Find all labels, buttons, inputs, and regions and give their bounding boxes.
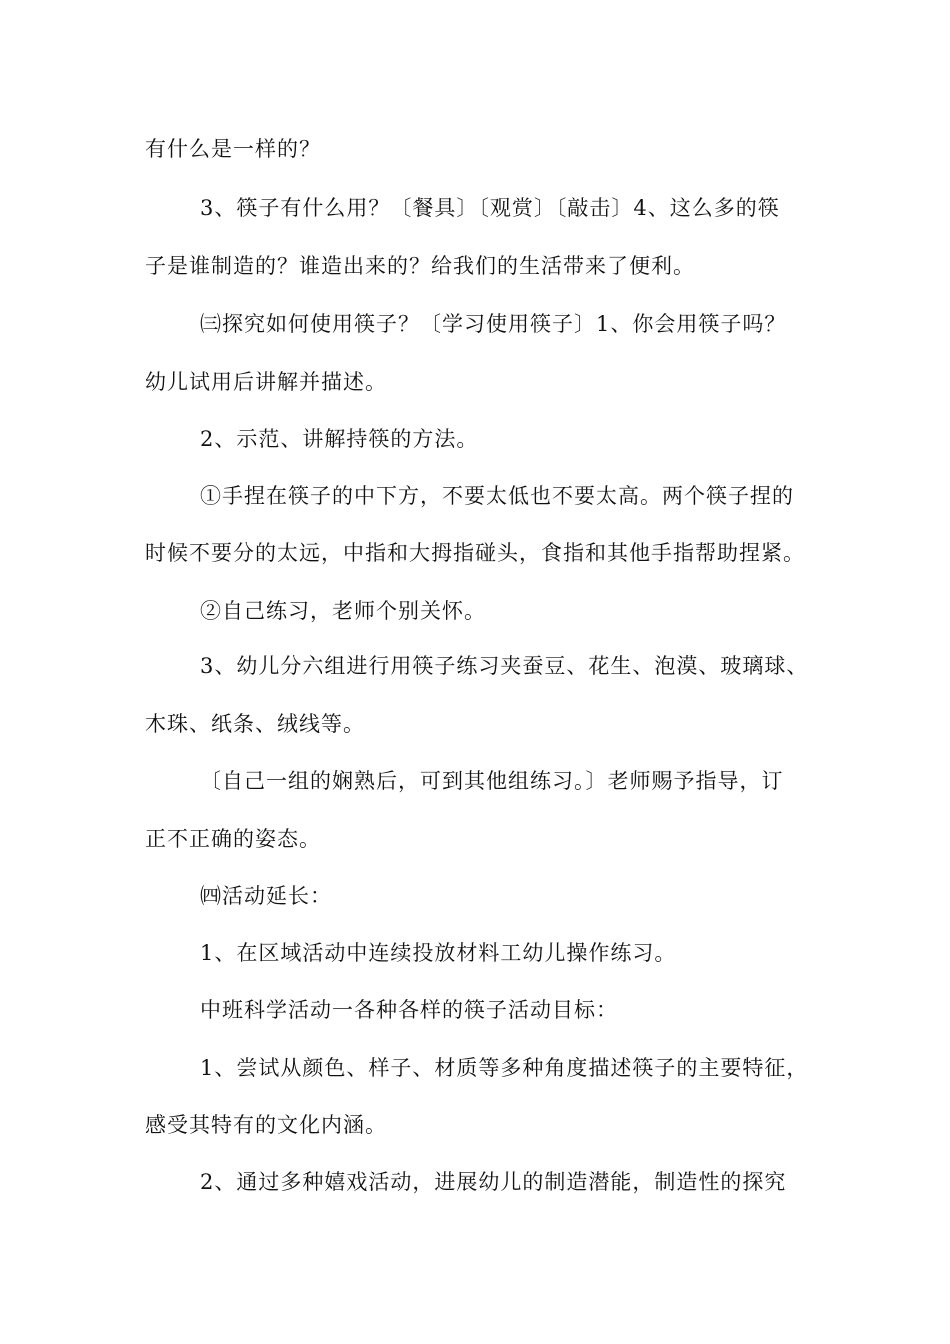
text-line: 1、在区域活动中连续投放材料工幼儿操作练习。: [200, 941, 677, 965]
text-line: ②自己练习，老师个别关怀。: [200, 599, 486, 623]
text-line: 正不正确的姿态。: [145, 827, 321, 851]
text-line: 2、示范、讲解持筷的方法。: [200, 427, 479, 451]
text-line: 木珠、纸条、绒线等。: [145, 712, 365, 736]
text-line: ㈢探究如何使用筷子？〔学习使用筷子〕1、你会用筷子吗？: [200, 312, 787, 336]
text-line: ㈣活动延长：: [200, 884, 332, 908]
text-line: 时候不要分的太远，中指和大拇指碰头，食指和其他手指帮助捏紧。: [145, 541, 805, 565]
text-line: ①手捏在筷子的中下方，不要太低也不要太高。两个筷子捏的: [200, 484, 794, 508]
text-line: 幼儿试用后讲解并描述。: [145, 370, 387, 394]
text-line: 子是谁制造的？谁造出来的？给我们的生活带来了便利。: [145, 254, 695, 278]
text-line: 〔自己一组的娴熟后，可到其他组练习。〕老师赐予指导，订: [200, 769, 784, 793]
text-line: 感受其特有的文化内涵。: [145, 1113, 387, 1137]
text-line: 有什么是一样的？: [145, 137, 321, 161]
text-line: 中班科学活动一各种各样的筷子活动目标：: [200, 998, 618, 1022]
text-line: 3、幼儿分六组进行用筷子练习夹蚕豆、花生、泡漠、玻璃球、: [200, 654, 809, 678]
text-line: 2、通过多种嬉戏活动，进展幼儿的制造潜能，制造性的探究: [200, 1170, 787, 1194]
text-line: 1、尝试从颜色、样子、材质等多种角度描述筷子的主要特征，: [200, 1056, 809, 1080]
text-line: 3、筷子有什么用？〔餐具〕〔观赏〕〔敲击〕4、这么多的筷: [200, 196, 780, 220]
